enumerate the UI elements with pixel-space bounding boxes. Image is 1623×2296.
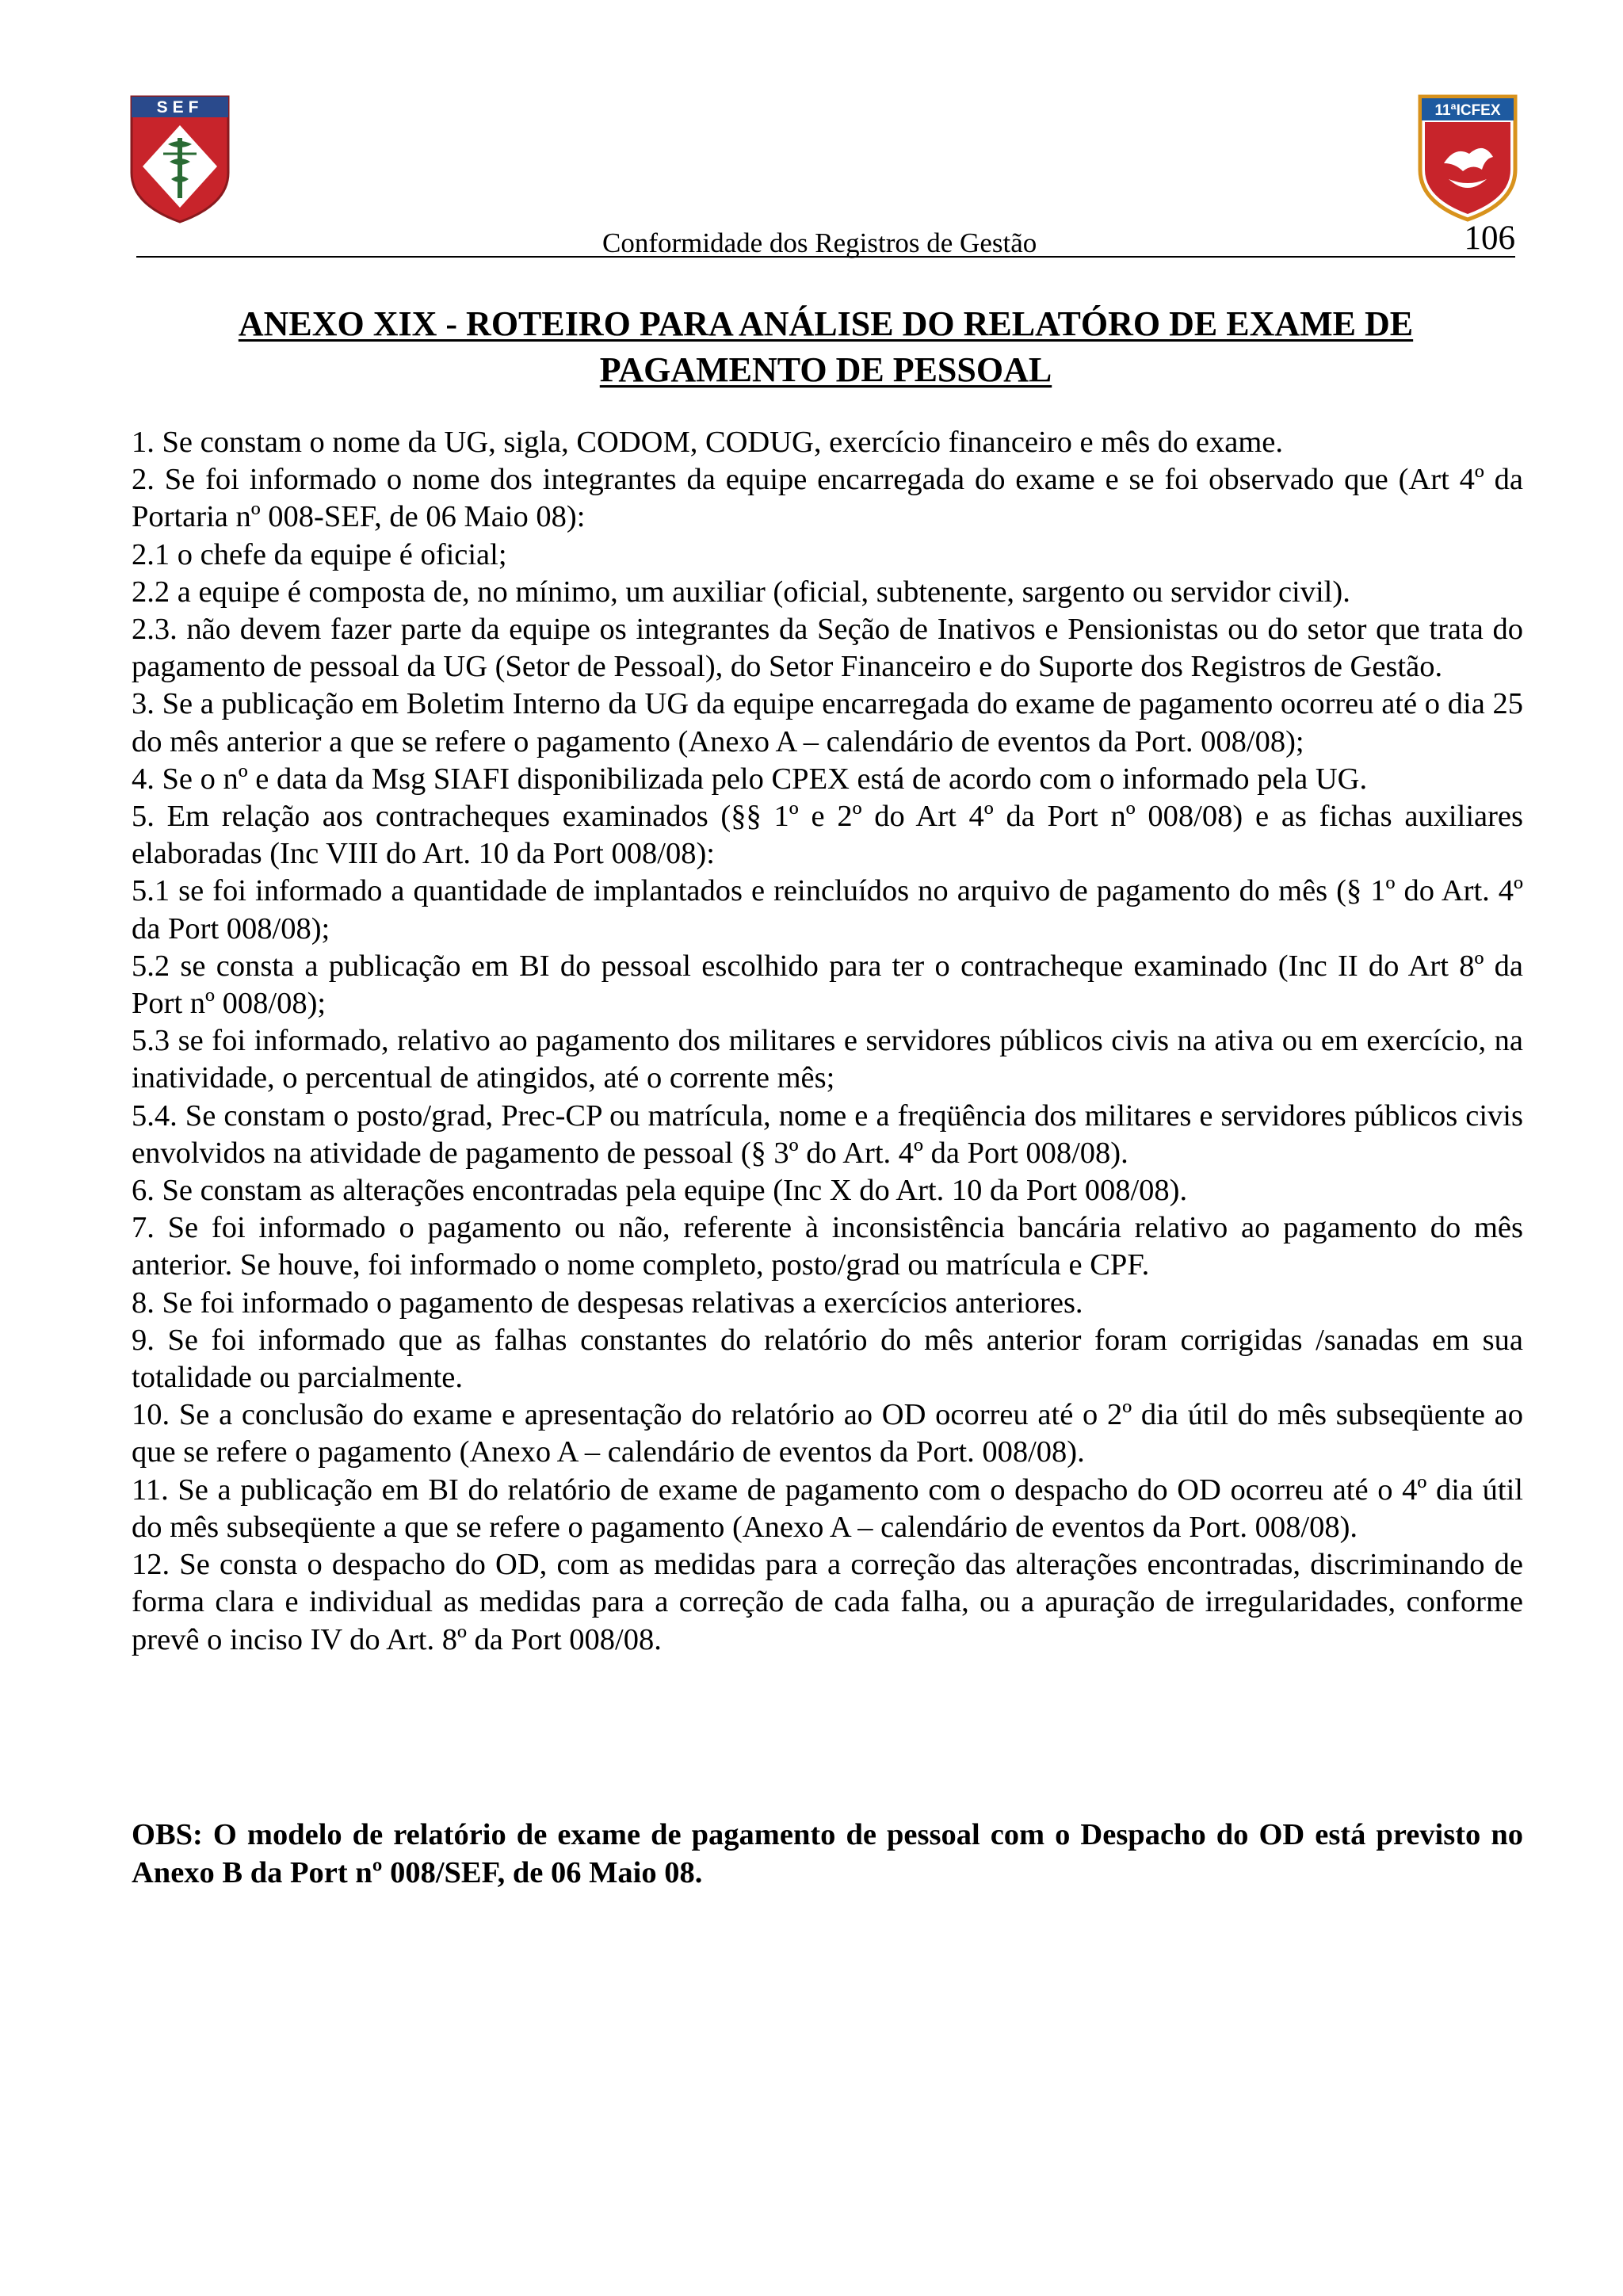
icfex-logo xyxy=(1417,94,1518,222)
document-body xyxy=(132,424,1523,1659)
checklist-item: 4. Se o nº e data da Msg SIAFI disponibilizada pelo CPEX está de acordo com o informado pela UG. xyxy=(132,762,1368,796)
checklist-item: 2.1 o chefe da equipe é oficial; xyxy=(132,537,507,571)
sef-logo xyxy=(128,94,231,224)
observation-note: OBS: O modelo de relatório de exame de pagamento de pessoal com o Despacho do OD está previsto no Anexo B da Port nº 008/SEF, de 06 Maio 08. xyxy=(132,1818,1523,1889)
header-divider xyxy=(136,256,1515,258)
checklist-item: 5.1 se foi informado a quantidade de implantados e reincluídos no arquivo de pagamento do mês (§ 1º do Art. 4º da Port 008/08); xyxy=(132,874,1523,946)
checklist-item: 7. Se foi informado o pagamento ou não, referente à inconsistência bancária relativo ao pagamento do mês anterior. Se houve, foi informado o nome completo, posto/grad ou matrícula e CPF. xyxy=(132,1211,1523,1282)
document-title-line-1: ANEXO XIX - ROTEIRO PARA ANÁLISE DO RELATÓRO DE EXAME DE xyxy=(238,304,1414,343)
page-number: 106 xyxy=(1464,220,1515,257)
checklist-item: 11. Se a publicação em BI do relatório de exame de pagamento com o despacho do OD ocorreu até o 4º dia útil do mês subseqüente a que se refere o pagamento (Anexo A – calendário de eventos da Port. 008/08). xyxy=(132,1473,1523,1544)
checklist-item: 2.3. não devem fazer parte da equipe os integrantes da Seção de Inativos e Pensionistas ou do setor que trata do pagamento de pessoal da UG (Setor de Pessoal), do Setor Financeiro e do Suporte dos Registros de Gestão. xyxy=(132,613,1523,684)
icfex-logo-text: 11ªICFEX xyxy=(1434,102,1501,119)
checklist-item: 12. Se consta o despacho do OD, com as medidas para a correção das alterações encontradas, discriminando de forma clara e individual as medidas para a correção de cada falha, ou a apuração de irregularidades, conforme prevê o inciso IV do Art. 8º da Port 008/08. xyxy=(132,1548,1523,1656)
checklist-item: 5. Em relação aos contracheques examinados (§§ 1º e 2º do Art 4º da Port nº 008/08) e as fichas auxiliares elaboradas (Inc VIII do Art. 10 da Port 008/08): xyxy=(132,800,1523,871)
checklist-item: 5.2 se consta a publicação em BI do pessoal escolhido para ter o contracheque examinado (Inc II do Art 8º da Port nº 008/08); xyxy=(132,949,1523,1021)
checklist-item: 5.4. Se constam o posto/grad, Prec-CP ou matrícula, nome e a freqüência dos militares e servidores públicos civis envolvidos na atividade de pagamento de pessoal (§ 3º do Art. 4º da Port 008/08). xyxy=(132,1098,1523,1170)
sef-logo-text: SEF xyxy=(156,98,204,117)
checklist-item: 6. Se constam as alterações encontradas pela equipe (Inc X do Art. 10 da Port 008/08). xyxy=(132,1174,1188,1208)
checklist-item: 1. Se constam o nome da UG, sigla, CODOM, CODUG, exercício financeiro e mês do exame. xyxy=(132,426,1284,459)
checklist-item: 2. Se foi informado o nome dos integrantes da equipe encarregada do exame e se foi observado que (Art 4º da Portaria nº 008-SEF, de 06 Maio 08): xyxy=(132,463,1523,534)
document-title xyxy=(135,301,1517,393)
document-title-line-2: PAGAMENTO DE PESSOAL xyxy=(599,350,1052,389)
checklist-item: 9. Se foi informado que as falhas constantes do relatório do mês anterior foram corrigidas /sanadas em sua totalidade ou parcialmente. xyxy=(132,1323,1523,1395)
checklist-item: 8. Se foi informado o pagamento de despesas relativas a exercícios anteriores. xyxy=(132,1286,1083,1320)
checklist-item: 3. Se a publicação em Boletim Interno da UG da equipe encarregada do exame de pagamento ocorreu até o dia 25 do mês anterior a que se refere o pagamento (Anexo A – calendário de eventos da Port. 008/08); xyxy=(132,687,1523,758)
checklist-item: 2.2 a equipe é composta de, no mínimo, um auxiliar (oficial, subtenente, sargento ou servidor civil). xyxy=(132,575,1350,609)
header-title: Conformidade dos Registros de Gestão xyxy=(602,227,1037,258)
checklist-item: 5.3 se foi informado, relativo ao pagamento dos militares e servidores públicos civis na ativa ou em exercício, na inatividade, o percentual de atingidos, até o corrente mês; xyxy=(132,1024,1523,1095)
checklist-item: 10. Se a conclusão do exame e apresentação do relatório ao OD ocorreu até o 2º dia útil do mês subseqüente ao que se refere o pagamento (Anexo A – calendário de eventos da Port. 008/08). xyxy=(132,1398,1523,1469)
